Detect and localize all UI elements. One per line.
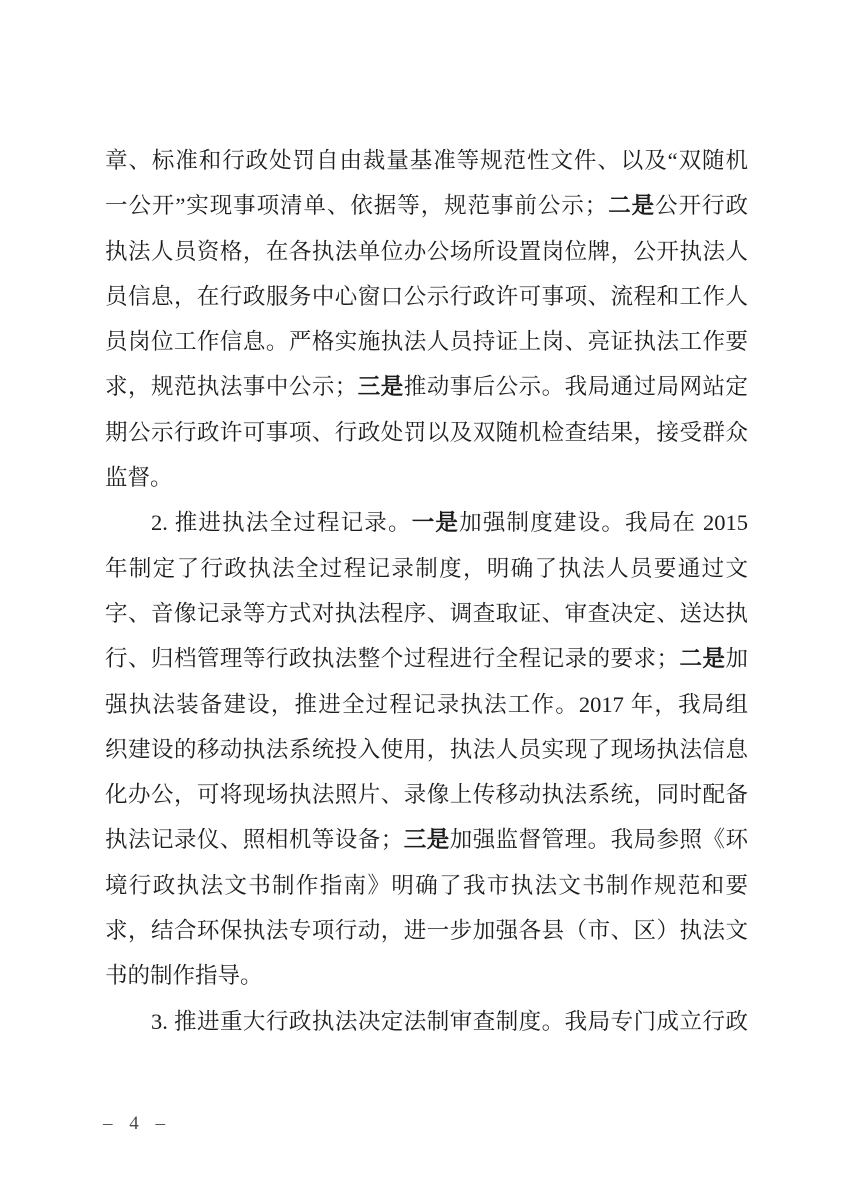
text-line <box>105 410 748 455</box>
text-line <box>105 319 748 364</box>
text-line <box>105 908 748 953</box>
body-text: 行、归档管理等行政执法整个过程进行全程记录的要求； <box>105 646 680 672</box>
body-text: 加强监督管理。我局参照《环 <box>449 827 748 853</box>
body-text: 加强制度建设。我局在 2015 <box>459 510 748 536</box>
body-text: 境行政执法文书制作指南》明确了我市执法文书制作规范和要 <box>105 872 748 898</box>
body-text: 求，结合环保执法专项行动，进一步加强各县（市、区）执法文 <box>105 918 748 944</box>
text-line <box>105 772 748 817</box>
body-text: 执法人员资格，在各执法单位办公场所设置岗位牌，公开执法人 <box>105 238 748 264</box>
text-line <box>105 953 748 998</box>
document-body <box>105 138 748 1044</box>
body-text: 加 <box>725 646 748 672</box>
text-line <box>105 455 748 500</box>
text-line <box>105 364 748 409</box>
text-line <box>105 682 748 727</box>
body-text: 化办公，可将现场执法照片、录像上传移动执法系统，同时配备 <box>105 782 748 808</box>
page-number: – 4 – <box>103 1113 171 1134</box>
emphasis-text: 三是 <box>357 374 404 400</box>
text-line <box>105 183 748 228</box>
body-text: 执法记录仪、照相机等设备； <box>105 827 404 853</box>
emphasis-text: 二是 <box>607 193 656 219</box>
body-text: 公开行政 <box>655 193 748 219</box>
body-text: 推动事后公示。我局通过局网站定 <box>403 374 748 400</box>
body-text: 求，规范执法事中公示； <box>105 374 358 400</box>
text-line <box>105 863 748 908</box>
body-text: 字、音像记录等方式对执法程序、调查取证、审查决定、送达执 <box>105 600 748 626</box>
body-text: 员岗位工作信息。严格实施执法人员持证上岗、亮证执法工作要 <box>105 329 748 355</box>
body-text: 监督。 <box>105 465 173 491</box>
text-line <box>105 274 748 319</box>
body-text: 书的制作指导。 <box>105 963 263 989</box>
body-text: 年制定了行政执法全过程记录制度，明确了执法人员要通过文 <box>105 555 748 581</box>
text-line <box>105 546 748 591</box>
text-line <box>105 727 748 772</box>
body-text: 期公示行政许可事项、行政处罚以及双随机检查结果，接受群众 <box>105 419 748 445</box>
text-line <box>105 817 748 862</box>
emphasis-text: 三是 <box>403 827 450 853</box>
body-text: 强执法装备建设，推进全过程记录执法工作。2017 年，我局组 <box>105 691 748 717</box>
emphasis-text: 二是 <box>679 646 726 672</box>
body-text: 章、标准和行政处罚自由裁量基准等规范性文件、以及“双随机 <box>105 148 748 173</box>
text-line <box>105 999 748 1044</box>
body-text: 织建设的移动执法系统投入使用，执法人员实现了现场执法信息 <box>105 736 748 762</box>
body-text: 3. 推进重大行政执法决定法制审查制度。我局专门成立行政 <box>151 1008 748 1034</box>
emphasis-text: 一是 <box>411 510 460 536</box>
body-text: 一公开”实现事项清单、依据等，规范事前公示； <box>105 193 608 219</box>
text-line <box>105 591 748 636</box>
text-line <box>105 500 748 545</box>
text-line <box>105 229 748 274</box>
text-line <box>105 636 748 681</box>
body-text: 员信息，在行政服务中心窗口公示行政许可事项、流程和工作人 <box>105 283 748 309</box>
text-line <box>105 138 748 183</box>
body-text: 2. 推进执法全过程记录。 <box>151 510 412 536</box>
